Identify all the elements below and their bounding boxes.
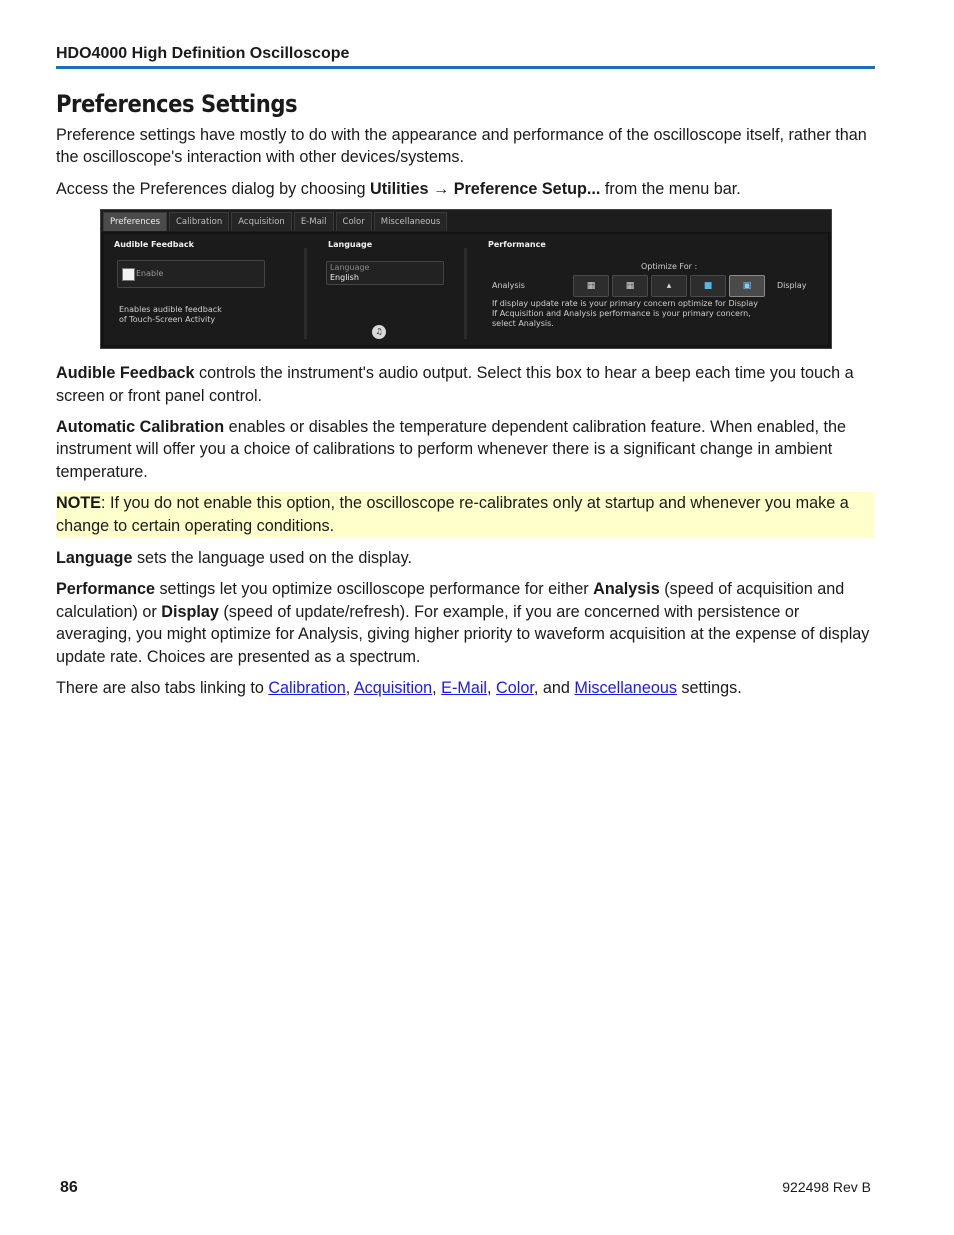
optimize-display-button[interactable] — [690, 275, 726, 297]
audible-desc-line2: of Touch-Screen Activity — [119, 315, 216, 325]
main-content — [56, 90, 874, 709]
menu-utilities: Utilities — [370, 179, 429, 198]
preferences-dialog-screenshot — [100, 209, 832, 349]
audible-desc-line1: Enables audible feedback — [119, 305, 222, 315]
dialog-tab-bar — [101, 210, 831, 232]
page-number: 86 — [60, 1179, 78, 1196]
link-calibration[interactable]: Calibration — [268, 679, 346, 698]
automatic-calibration-paragraph: Automatic Calibration enables or disables the temperature dependent calibration feature. When enabled, the instrument will offer you a choice of calibrations to perform whenever there is a significant change in ambient temperature. — [56, 418, 847, 481]
section-title: Preferences Settings — [56, 90, 298, 118]
checkbox-icon[interactable] — [122, 268, 135, 281]
optimize-for-label: Optimize For : — [641, 262, 698, 272]
performance-title: Performance — [488, 240, 546, 250]
document-revision: 922498 Rev B — [782, 1179, 871, 1195]
preferences-panel — [104, 234, 828, 345]
gauge-icon: ▦ — [586, 281, 596, 292]
performance-hint-line1: If display update rate is your primary concern optimize for Display — [492, 299, 758, 309]
performance-hint-line2: If Acquisition and Analysis performance is your primary concern, — [492, 309, 751, 319]
optimize-analysis-button[interactable] — [612, 275, 648, 297]
enable-checkbox-control[interactable] — [117, 260, 265, 288]
section-divider-2 — [464, 248, 467, 339]
performance-paragraph: Performance settings let you optimize oscilloscope performance for either Analysis (speed of acquisition and calculation) or Display (speed of update/refresh). For example, if you are concerned with persistence or averaging, you might optimize for Analysis, giving higher priority to waveform acquisition at the expense of display update rate. Choices are presented as a spectrum. — [56, 580, 870, 666]
access-paragraph: Access the Preferences dialog by choosing Utilities → Preference Setup... from the menu bar. — [56, 179, 741, 198]
tabs-links-paragraph: There are also tabs linking to Calibration, Acquisition, E-Mail, Color, and Miscellaneous settings. — [56, 679, 742, 698]
tab-miscellaneous[interactable]: Miscellaneous — [374, 212, 448, 231]
menu-preference-setup: Preference Setup... — [453, 179, 601, 198]
monitor-icon: ▣ — [742, 281, 752, 292]
tab-acquisition[interactable]: Acquisition — [231, 212, 292, 231]
analysis-label: Analysis — [492, 281, 525, 291]
link-miscellaneous[interactable]: Miscellaneous — [574, 679, 677, 698]
optimize-balanced-button[interactable] — [651, 275, 687, 297]
optimize-analysis-max-button[interactable] — [573, 275, 609, 297]
display-label: Display — [777, 281, 807, 291]
gauge-icon: ▴ — [666, 281, 672, 292]
language-paragraph: Language sets the language used on the display. — [56, 549, 413, 568]
link-email[interactable]: E-Mail — [441, 679, 488, 698]
enable-label: Enable — [136, 269, 164, 279]
tab-preferences[interactable]: Preferences — [103, 212, 167, 231]
language-title: Language — [328, 240, 373, 250]
language-field-label: Language — [330, 263, 370, 273]
language-field-value: English — [330, 273, 359, 283]
link-acquisition[interactable]: Acquisition — [353, 679, 433, 698]
audible-feedback-paragraph: Audible Feedback controls the instrument's audio output. Select this box to hear a beep each time you touch a screen or front panel control. — [56, 364, 854, 405]
section-divider-1 — [304, 248, 307, 339]
monitor-icon: ■ — [703, 281, 713, 292]
tab-color[interactable]: Color — [336, 212, 372, 231]
note-callout: NOTE: If you do not enable this option, the oscilloscope re-calibrates only at startup and whenever you make a change to certain operating conditions. — [56, 492, 874, 538]
optimize-display-max-button[interactable] — [729, 275, 765, 297]
gauge-icon: ▦ — [625, 281, 635, 292]
menu-arrow: → — [428, 179, 454, 198]
speaker-icon: ♫ — [372, 325, 386, 339]
intro-paragraph: Preference settings have mostly to do with the appearance and performance of the oscilloscope itself, rather than the oscilloscope's interaction with other devices/systems. — [56, 126, 867, 167]
language-select[interactable] — [326, 261, 444, 285]
tab-email[interactable]: E-Mail — [294, 212, 334, 231]
link-color[interactable]: Color — [496, 679, 534, 698]
tab-calibration[interactable]: Calibration — [169, 212, 229, 231]
audible-feedback-title: Audible Feedback — [114, 240, 194, 250]
running-header: HDO4000 High Definition Oscilloscope — [56, 45, 875, 69]
performance-hint-line3: select Analysis. — [492, 319, 554, 329]
